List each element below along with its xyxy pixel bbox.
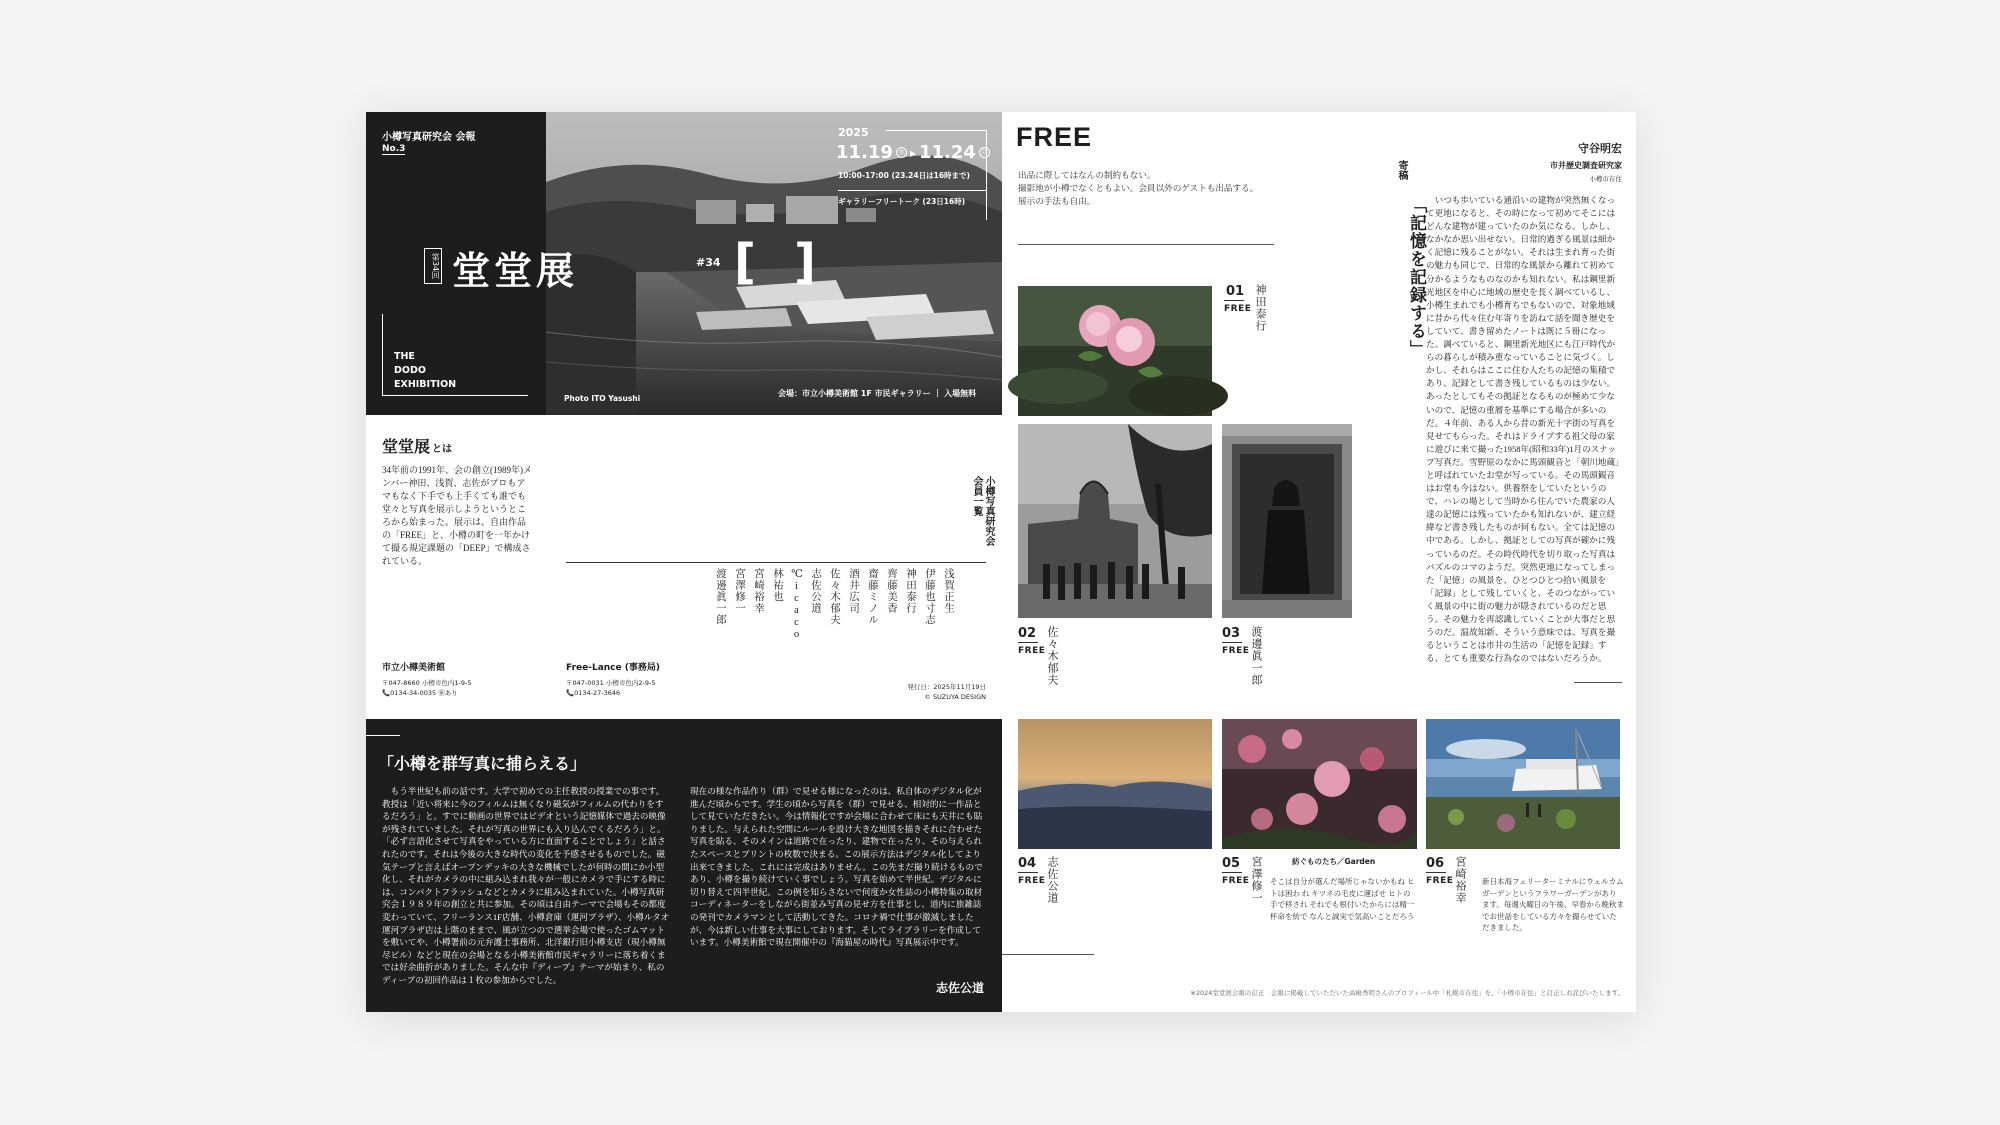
free-intro [1018,169,1258,208]
photo-number-rule [1018,642,1038,643]
essay-section [366,719,1002,1012]
day-start-badge: 水 [897,148,905,156]
right-page [1002,112,1636,1012]
photo-number: 02 [1018,626,1037,641]
member-name: ℃icaco [791,568,802,641]
essay-author: 志佐公道 [935,981,984,995]
member-name: 齊藤美香 [886,568,897,614]
day-end-badge: 月 [980,148,988,156]
frame-line-vertical [382,314,383,396]
members-list [686,568,958,668]
gallery-talk: ギャラリーフリートーク (23日16時) [838,197,966,206]
english-title-line: DODO [394,365,426,376]
contrib-author: 守谷明宏 [1578,142,1622,155]
about-text: 34年前の1991年、会の創立(1989年)メンバー神田、浅賀、志佐がプロもアマもなく下手でも上手くても誰でも堂々と写真を展示しようというところから始まった。展示は、自由作品の「FREE」と、小樽の町を一年かけて撮る規定課題の「DEEP」で構成されている。 [382,465,532,566]
org-name: 小樽写真研究会 会報 [382,132,476,143]
photo-credit: Photo ITO Yasushi [564,394,641,403]
essay-title: 「小樽を群写真に捕らえる」 [378,754,587,773]
caption6-text: 新日本海フェリーターミナルにウェルカムガーデンというフラワーガーデンがあります。毎週火曜日の午後、早春から晩秋までお世話をしている方々を撮らせていただきました。 [1482,877,1624,932]
contact-name: 市立小樽美術館 [382,663,446,673]
date-arrow-icon: ▸ [909,145,916,160]
member-name: 浅賀正生 [943,568,954,614]
free-intro-line: 出品に際してはなんの制約もない。 [1018,170,1156,180]
date-end: 11.24 [918,142,976,163]
about-heading [382,434,452,457]
member-name: 齋藤ミノル [867,568,878,626]
photo-tag: FREE [1222,876,1250,886]
free-rule [1018,244,1274,245]
exhibition-title: 堂堂展 [452,248,579,293]
exhibition-number: #34 [696,256,721,269]
free-intro-line: 展示の手法も自由。 [1018,196,1096,206]
english-title-line: EXHIBITION [394,379,457,390]
about-heading-suffix: とは [432,444,453,455]
photo-number: 01 [1226,284,1245,299]
photo-03-portrait [1222,424,1352,618]
member-name: 林祐也 [772,568,783,603]
photo-number: 06 [1426,856,1445,871]
phone-icon: 📞 [566,689,575,697]
contrib-label: 寄稿 [1396,160,1407,180]
caption5-text: そこは自分が選んだ場所じゃないかもね ヒトは困わ れ キツネの毛皮に運ばせ ヒトの手で移され それでも根付いたからには精一杯命を紡で なんと誠実で気高いことだろう [1270,877,1415,921]
photo-number-rule [1426,872,1446,873]
contrib-text: いつも歩いている通沿いの建物が突然無くなって更地になると、その時になって初めてそこにはどんな建物が建っていたのか気になる。しかし、なかなか思い出せない。日常的過ぎる風景は細かく記憶に残ることがない。それは生まれ育った街の魅力も同じで、日常的な風景から離れて初めて分かるようなものなのかも知れない。私は鋼里新光地区を中心に地域の歴史を長く調べているし、小樽生まれでも小樽育ちでもないので、対象地域に昔から代々住む年寄りを訪ねて話を聞き歴史をしていて、書き留めたノートは既に５冊になった。調べていると、鋼里新光地区にも江戸時代からの暮らしが積み重なっていることに気づく。しかし、それらはここに住む人たちの記憶の集積であり、記録として書き残しているものは少ない。あったとしてもその拠証となるものが極めて少ないので、記憶の重層を基準にする場合が多いのだ。４年前、ある人から昔の新光十字街の写真を見せてもらった。それはドライブする祖父母の家に遊びに来て撮った1958年(昭和33年)1月のスナップ写真だ。雪野原のなかに馬頭観音と「朝川地蔵」と呼ばれていたお堂が写っている。その馬頭観音はお堂も今はない。供養祭をしていたというので、ハレの場として当時から住んでいた農家の人達の記憶には残っていたかも知れないが、建立経緯など書き残したものが何もない。全ては記憶の中である。しかし、拠証としての写真が確かに残っているのだ。その時代時代を切り取った写真はパズルのコマのようだ。突然更地になってしまった「記憶」の風景を、ひとつひとつ拾い風景を「記録」として残していくと、そのつながっていく風景の中に街の魅力が隠されているのだと思う。その魅力を再認識していくことが大事だと思うのだ。温故知新、そういう意味では、写真を撮るということは市井の生活の「記憶を記録」する、とても重要な行為なのではないだろうか。 [1426,195,1620,664]
contrib-title: 「記憶を記録する」 [1406,196,1426,358]
contact-address: 〒047-0031 小樽市色内2-9-5 [566,679,656,687]
photographer-name: 神田泰行 [1254,284,1266,332]
photographer-name: 渡邊眞一郎 [1250,626,1262,686]
edition-badge: 第34回 [424,248,442,284]
member-name: 渡邊眞一郎 [715,568,726,626]
publish-date: 発行日：2025年11月19日 [907,683,986,691]
photographer-name: 宮澤修一 [1250,856,1262,904]
english-title [394,350,456,392]
date-start: 11.19 [836,142,893,163]
photo-tag: FREE [1222,646,1250,656]
member-name: 宮崎裕幸 [753,568,764,614]
members-rule [566,562,986,563]
photo-tag: FREE [1018,876,1046,886]
correction-note: ※2024堂堂展会報の訂正 会報に掲載していただいた高嶋秀明さんのプロフィール中「札幌市在住」を、「小樽市在住」と訂正しお詫びいたします。 [1190,989,1624,997]
left-page [366,112,1002,1012]
member-name: 志佐公道 [810,568,821,614]
photo-number: 05 [1222,856,1241,871]
contact-phone [566,688,660,698]
date-frame-top [886,130,986,131]
free-intro-line: 撮影地が小樽でなくともよい。会員以外のゲストも出品する。 [1018,183,1259,193]
contact-phone-text: 0134-34-0035 ㊡あり [390,689,458,697]
photo-number-rule [1018,872,1038,873]
member-name: 酒井広司 [848,568,859,614]
photo-number-rule [1222,642,1242,643]
bottom-rule [1002,954,1094,955]
photo-tag: FREE [1018,646,1046,656]
contrib-role: 市井歴史調査研究家 [1550,161,1622,170]
photo-05-garden [1222,719,1417,849]
photo-number: 03 [1222,626,1241,641]
year: 2025 [838,126,869,139]
exhibition-dates [836,142,990,163]
member-name: 伊藤也寸志 [924,568,935,626]
photo-02-dome [1018,424,1212,618]
contact-phone [382,688,471,698]
photographer-name: 佐々木郁夫 [1046,626,1058,686]
contact-name: Free-Lance (事務局) [566,663,660,673]
essay-column-1: もう半世紀も前の話です。大学で初めての主任教授の授業での事です。教授は「近い将来に今のフィルムは無くなり磁気がフィルムの代わりをするだろう」と。すでに動画の世界ではビデオという記憶媒体で過去の映像が残されていました。それが写真の世界にも入り込んでくるだろう」と。「必ず言語化させて写真をやっている方に直面することでしょう」と話されたのです。それは今後の大きな時代の変化を予感させるものでした。磁気テープと言えばオープンデッキの大きな機械でしたが何時の間にか小型化し、それがカメラの中に組み込まれ我々が一般にカメラで手にする時には、コンパクトフラッシュなどとカメラに組み込まれていた。小樽写真研究会１９８９年の創立と共に参加。その頃は自由テーマで会場もその都度変わっていて、フリーランス1F店舗、小樽倉庫（運河プラザ）、小樽ルタオ運河プラザ店は上階のままで、風が立つので選挙会場で使ったゴムマットを敷いてや、小樽署前の元弁護士事務所、北洋銀行旧小樽支店（現小樽無尽ビル）などと現在の会場となる小樽美術館市民ギャラリーに落ち着くまでは好余曲折がありました。そんな中『ディープ』テーマが始まり、私のディープの初回作品は１枚の参加からでした。 [382,786,670,985]
contact-museum [382,660,471,698]
photo-tag: FREE [1426,876,1454,886]
photo-tag: FREE [1224,304,1252,314]
essay-rule [366,735,400,736]
member-name: 宮澤修一 [734,568,745,614]
photo-01-rose [1018,286,1212,416]
contrib-end-rule [1574,682,1622,683]
bracket-close: ] [794,234,816,290]
frame-line-horizontal [382,395,528,396]
opening-hours: 10:00-17:00 (23.24日は16時まで) [838,171,970,180]
contrib-location: 小樽市在住 [1589,175,1622,183]
date-rule [838,128,996,129]
newsletter-spread [366,112,1636,1012]
photographer-name: 志佐公道 [1046,856,1058,904]
publish-info [907,682,986,702]
caption5-title: 紡ぐものたち／Garden [1292,857,1376,866]
photo-04-sunset [1018,719,1212,849]
issue-number: No.3 [382,144,406,154]
contact-office [566,660,660,698]
talk-rule [838,190,986,191]
venue: 会場：市立小樽美術館 1F 市民ギャラリー ｜ 入場無料 [778,389,977,398]
photographer-name: 宮崎裕幸 [1454,856,1466,904]
publish-design: © SUZUYA DESIGN [924,693,986,701]
free-heading: FREE [1016,122,1093,152]
contact-phone-text: 0134-27-3646 [574,689,621,697]
phone-icon: 📞 [382,689,391,697]
bracket-open: [ [734,234,756,290]
hero-banner [366,112,1002,415]
essay-column-2: 現在の様な作品作り（群）で見せる様になったのは、私自体のデジタル化が進んだ頃からです。学生の頃から写真を（群）で見せる、相対的に一作品として見ていただきたい。今は情報化ですが会場に合わせて床にも天井にも貼りました。与えられた空間にルールを設け大きな地図を描きそれに合わせた写真を貼る、そのメインは道路で在ったり、建物で在ったり、その与えられたスペースとプリントの枚数で決まる。この展示方法はデジタル化してより出来てきました。これには完成はありません。この先まだ撮り続けるものであり、小樽を撮り続けていく事でしょう。写真を始めて半世紀。デジタルに切り替えて四半世紀。この例を知らさないで何度か女性誌の小樽特集の取材コーディネーターをしながら街並み写真の見せ方を仕事とし、道内に旅雑誌の発刊でカメラマンとして活動してきた。コロナ禍で仕事が激減しましたが、今は新しい仕事を大事にしております。そしてライブラリーを作成しています。小樽美術館で現在開催中の『海猫屋の時代』写真展示中です。 [690,786,983,948]
photo-number-rule [1222,872,1242,873]
english-title-line: THE [394,351,415,362]
member-name: 神田泰行 [905,568,916,614]
members-title: 小樽写真研究会 会員一覧 [971,476,994,546]
about-heading-main: 堂堂展 [382,437,431,456]
contact-address: 〒047-8660 小樽市色内1-9-5 [382,679,472,687]
photo-06-ferry [1426,719,1620,849]
photo-number: 04 [1018,856,1037,871]
photo-number-rule [1224,300,1244,301]
member-name: 佐々木郁夫 [829,568,840,626]
